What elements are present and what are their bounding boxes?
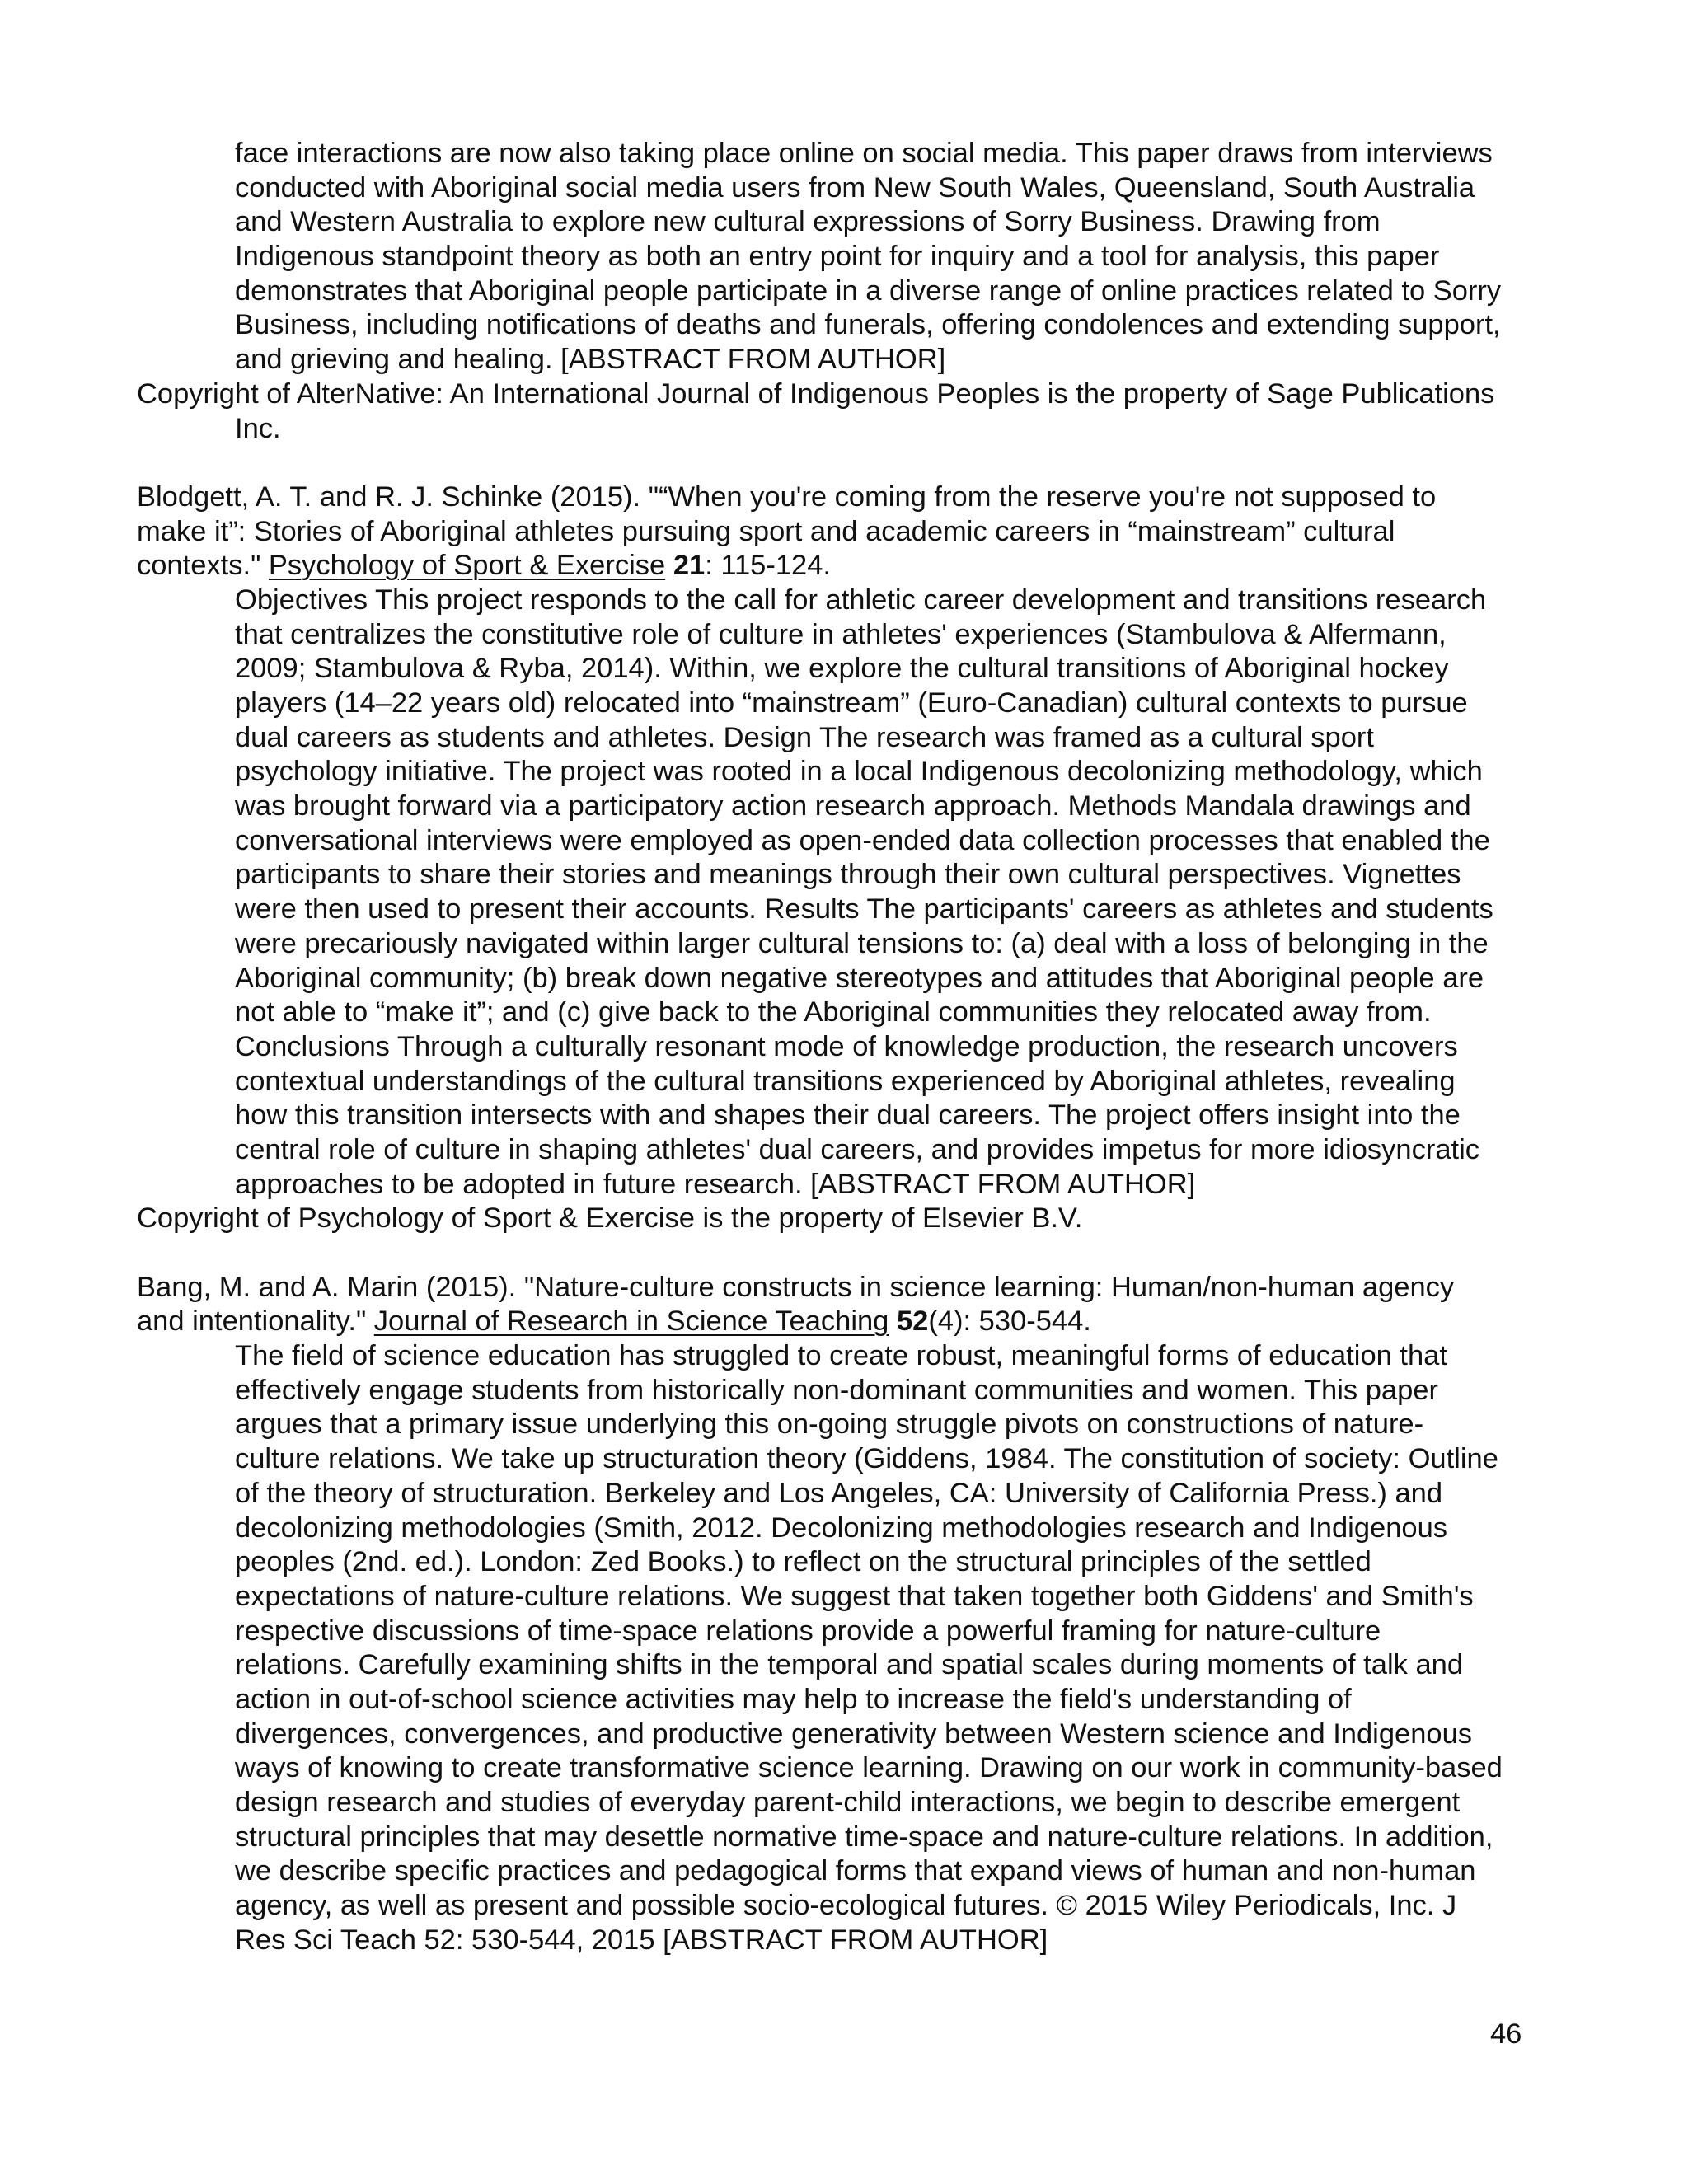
abstract-line: agency, as well as present and possible socio-ecological futures. © 2015 Wiley Periodicals, Inc. J <box>235 1890 1457 1922</box>
spacer <box>137 1236 1571 1271</box>
reference-entry-blodgett <box>137 480 1571 1236</box>
abstract-line: respective discussions of time-space relations provide a powerful framing for nature-culture <box>235 1615 1381 1647</box>
abstract-line: approaches to be adopted in future research. [ABSTRACT FROM AUTHOR] <box>235 1168 1196 1200</box>
abstract-line: dual careers as students and athletes. Design The research was framed as a cultural sport <box>235 721 1375 753</box>
abstract-line: were precariously navigated within larger cultural tensions to: (a) deal with a loss of belonging in the <box>235 927 1489 959</box>
abstract-line: central role of culture in shaping athletes' dual careers, and provides impetus for more idiosyncratic <box>235 1133 1480 1165</box>
copyright-line: Copyright of Psychology of Sport & Exercise is the property of Elsevier B.V. <box>137 1202 1083 1235</box>
abstract-line: was brought forward via a participatory action research approach. Methods Mandala drawings and <box>235 790 1471 823</box>
abstract-line: argues that a primary issue underlying this on-going struggle pivots on constructions of nature- <box>235 1408 1424 1441</box>
abstract-line: that centralizes the constitutive role of culture in athletes' experiences (Stambulova & Alfermann, <box>235 618 1447 650</box>
citation-line: Blodgett, A. T. and R. J. Schinke (2015). "“When you're coming from the reserve you're not supposed to <box>137 480 1437 513</box>
abstract-line: The field of science education has struggled to create robust, meaningful forms of education that <box>235 1340 1447 1372</box>
reference-entry-bang <box>137 1271 1571 1958</box>
abstract-line: culture relations. We take up structuration theory (Giddens, 1984. The constitution of society: Outline <box>235 1443 1498 1475</box>
journal-title: Journal of Research in Science Teaching <box>373 1305 889 1338</box>
abstract-line: how this transition intersects with and shapes their dual careers. The project offers insight into the <box>235 1099 1461 1132</box>
abstract-line: face interactions are now also taking place online on social media. This paper draws from interviews <box>235 138 1493 169</box>
journal-pages: (4): 530-544. <box>928 1305 1091 1338</box>
abstract-line: peoples (2nd. ed.). London: Zed Books.) to reflect on the structural principles of the settled <box>235 1546 1372 1578</box>
document-page <box>137 137 1571 1957</box>
abstract <box>137 1339 1571 1957</box>
abstract-line: Indigenous standpoint theory as both an entry point for inquiry and a tool for analysis, this paper <box>235 241 1440 273</box>
citation-line <box>137 549 1571 583</box>
page-number: 46 <box>1490 2018 1522 2050</box>
abstract-line: psychology initiative. The project was rooted in a local Indigenous decolonizing methodology, which <box>235 756 1483 788</box>
top-abstract <box>137 137 1571 377</box>
abstract-line: players (14–22 years old) relocated into “mainstream” (Euro-Canadian) cultural contexts to pursue <box>235 687 1468 719</box>
abstract-line: demonstrates that Aboriginal people participate in a diverse range of online practices related to Sorry <box>235 274 1502 307</box>
journal-pages: : 115-124. <box>705 550 831 582</box>
abstract-line: were then used to present their accounts. Results The participants' careers as athletes and students <box>235 893 1493 926</box>
citation-line <box>137 1305 1571 1339</box>
copyright-line: Inc. <box>235 412 281 444</box>
abstract-line: conversational interviews were employed as open-ended data collection processes that enabled the <box>235 824 1490 856</box>
abstract-line: decolonizing methodologies (Smith, 2012. Decolonizing methodologies research and Indigenous <box>235 1511 1448 1544</box>
journal-title: Psychology of Sport & Exercise <box>268 550 666 582</box>
abstract-line: design research and studies of everyday parent-child interactions, we begin to describe emergent <box>235 1787 1461 1818</box>
abstract-line: action in out-of-school science activities may help to increase the field's understanding of <box>235 1683 1352 1715</box>
journal-volume: 21 <box>673 550 706 582</box>
citation-line: Bang, M. and A. Marin (2015). "Nature-culture constructs in science learning: Human/non-human agency <box>137 1271 1455 1303</box>
citation-line: make it”: Stories of Aboriginal athletes pursuing sport and academic careers in “mainstream” cultural <box>137 515 1395 547</box>
spacer <box>137 446 1571 480</box>
abstract-line: relations. Carefully examining shifts in the temporal and spatial scales during moments of talk and <box>235 1649 1464 1681</box>
abstract-line: effectively engage students from historically non-dominant communities and women. This paper <box>235 1374 1438 1406</box>
abstract-line: we describe specific practices and pedagogical forms that expand views of human and non-human <box>235 1855 1476 1887</box>
abstract-line: participants to share their stories and meanings through their own cultural perspectives. Vignettes <box>235 859 1461 891</box>
abstract-line: not able to “make it”; and (c) give back to the Aboriginal communities they relocated away from. <box>235 996 1432 1029</box>
abstract-line: structural principles that may desettle normative time-space and nature-culture relations. In addition, <box>235 1821 1493 1853</box>
abstract-line: conducted with Aboriginal social media users from New South Wales, Queensland, South Australia <box>235 171 1475 204</box>
abstract-line: Conclusions Through a culturally resonant mode of knowledge production, the research uncovers <box>235 1030 1458 1062</box>
journal-volume: 52 <box>896 1305 929 1338</box>
copyright-line: Copyright of AlterNative: An International Journal of Indigenous Peoples is the property of Sage Publications <box>137 377 1495 410</box>
abstract-line: Res Sci Teach 52: 530-544, 2015 [ABSTRACT FROM AUTHOR] <box>235 1924 1048 1956</box>
abstract-line: of the theory of structuration. Berkeley and Los Angeles, CA: University of California Press.) and <box>235 1477 1443 1509</box>
abstract-line: 2009; Stambulova & Ryba, 2014). Within, we explore the cultural transitions of Aboriginal hockey <box>235 653 1449 685</box>
citation-text: contexts." <box>137 550 269 582</box>
abstract-line: and grieving and healing. [ABSTRACT FROM AUTHOR] <box>235 344 946 376</box>
abstract-line: Aboriginal community; (b) break down negative stereotypes and attitudes that Aboriginal people are <box>235 962 1484 994</box>
abstract-line: Objectives This project responds to the call for athletic career development and transitions research <box>235 583 1487 616</box>
abstract-line: divergences, convergences, and productive generativity between Western science and Indigenous <box>235 1718 1473 1750</box>
abstract <box>137 583 1571 1202</box>
abstract-line: Business, including notifications of deaths and funerals, offering condolences and extending support, <box>235 309 1501 341</box>
abstract-line: contextual understandings of the cultural transitions experienced by Aboriginal athletes, revealing <box>235 1065 1456 1097</box>
abstract-line: and Western Australia to explore new cultural expressions of Sorry Business. Drawing from <box>235 206 1381 238</box>
citation-text: and intentionality." <box>137 1305 374 1338</box>
abstract-line: ways of knowing to create transformative science learning. Drawing on our work in community-based <box>235 1752 1503 1784</box>
abstract-line: expectations of nature-culture relations. We suggest that taken together both Giddens' and Smith's <box>235 1580 1474 1612</box>
